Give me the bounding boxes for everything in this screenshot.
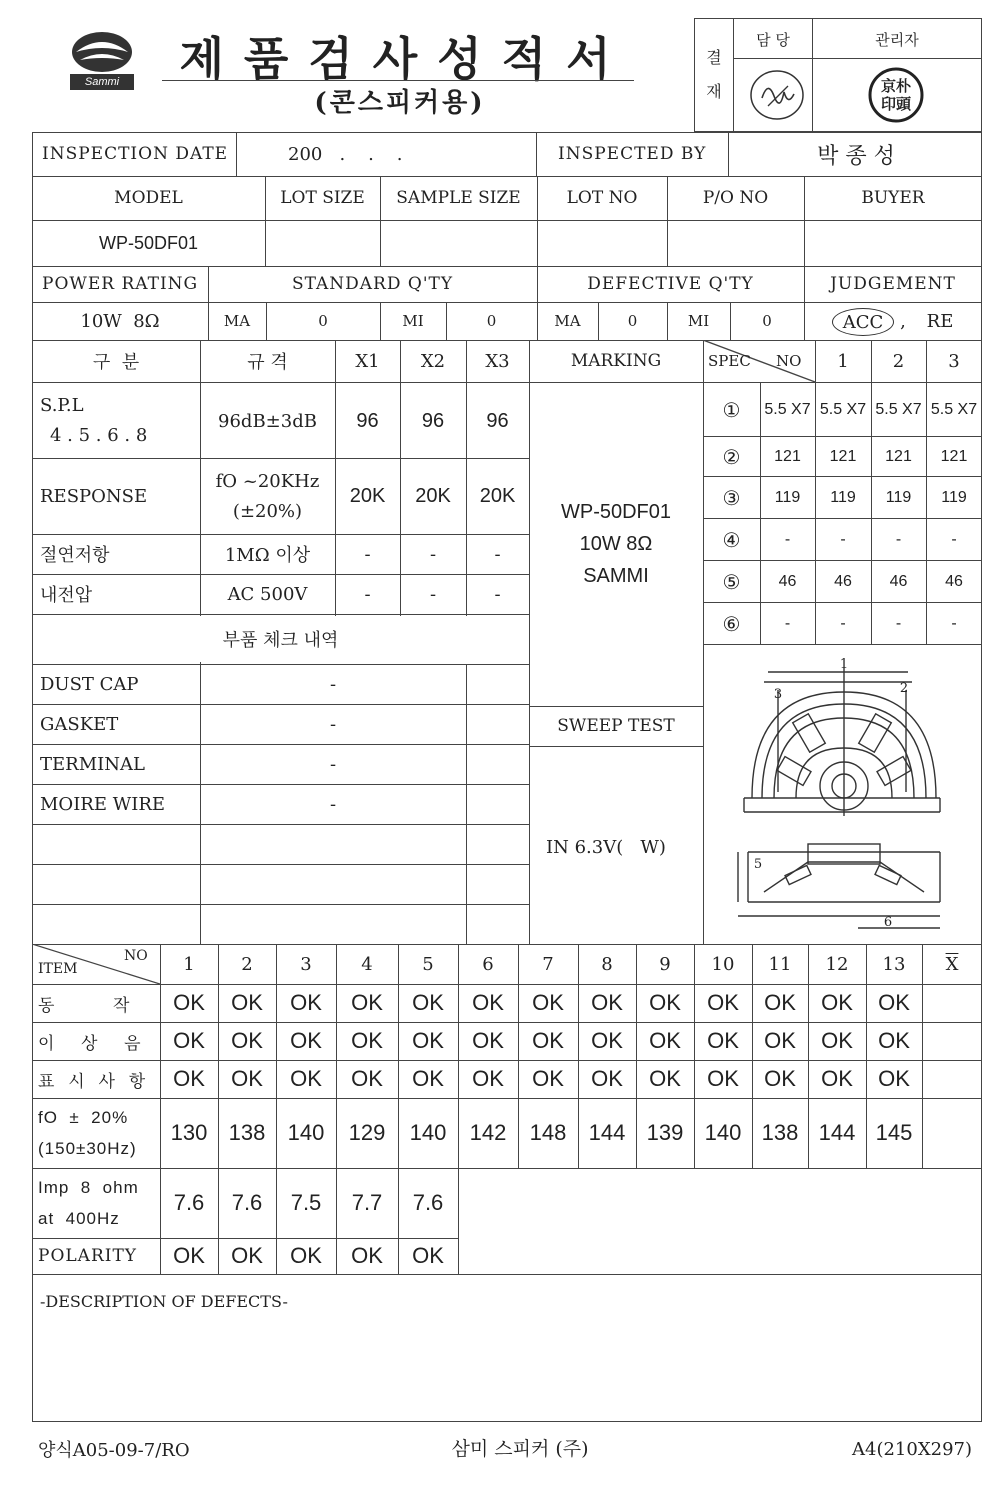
std-ma-label: MA — [223, 312, 251, 330]
withstand-voltage-x1: - — [364, 583, 371, 605]
def-mi-value: 0 — [762, 312, 772, 330]
sample-cell: OK — [472, 1028, 504, 1053]
part-dust-cap-value: - — [329, 673, 337, 695]
dim-col-1: 1 — [837, 350, 849, 372]
insulation-x1: - — [364, 543, 371, 565]
sample-row-label: 이 상 음 — [38, 1033, 142, 1054]
spec-header-x1: X1 — [355, 350, 380, 372]
sample-cell: OK — [532, 1066, 564, 1091]
defects-label: -DESCRIPTION OF DEFECTS- — [40, 1291, 288, 1311]
dim-row-spec: - — [784, 615, 791, 632]
dim-row-no: ③ — [722, 486, 741, 510]
sample-cell: OK — [821, 1066, 853, 1091]
sample-col-number: 4 — [361, 953, 373, 975]
spec-header-category: 구 분 — [92, 352, 140, 373]
model-value: WP-50DF01 — [98, 232, 199, 253]
insulation-x3: - — [494, 543, 501, 565]
insulation-label: 절연저항 — [40, 545, 110, 566]
judgement-label: JUDGEMENT — [830, 274, 956, 294]
judgement-re: RE — [926, 310, 954, 332]
sample-cell: 7.7 — [351, 1190, 383, 1215]
sweep-test-label: SWEEP TEST — [557, 716, 675, 736]
sample-cell: OK — [707, 990, 739, 1015]
std-ma-value: 0 — [318, 312, 328, 330]
withstand-voltage-label: 내전압 — [40, 585, 93, 606]
dim-row-value: 119 — [830, 489, 856, 506]
sample-cell: OK — [231, 1066, 263, 1091]
sample-row-label: Imp 8 ohm — [38, 1177, 139, 1197]
dim-no-label: NO — [776, 352, 802, 370]
inspection-date-label: INSPECTION DATE — [42, 144, 229, 164]
sample-cell: 140 — [704, 1120, 742, 1145]
sample-cell: OK — [351, 990, 383, 1015]
sample-cell: 7.6 — [412, 1190, 444, 1215]
dim-col-2: 2 — [892, 350, 905, 372]
sample-cell: OK — [173, 1066, 205, 1091]
marking-line-1: WP-50DF01 — [560, 500, 672, 523]
inspection-date-value: 200 . . . — [288, 143, 403, 165]
inspected-by-value: 박 종 성 — [817, 143, 895, 169]
sample-cell: OK — [231, 1028, 263, 1053]
sample-cell: OK — [649, 990, 681, 1015]
defective-qty-label: DEFECTIVE Q'TY — [587, 274, 754, 294]
drawing-label-2: 2 — [899, 680, 909, 696]
sample-cell: OK — [532, 990, 564, 1015]
sample-cell: 140 — [409, 1120, 447, 1145]
sample-cell: 7.6 — [231, 1190, 263, 1215]
sample-cell: 142 — [469, 1120, 507, 1145]
sample-cell: OK — [231, 990, 263, 1015]
dim-row-value: 121 — [885, 448, 912, 465]
dim-row-no: ⑤ — [722, 570, 741, 594]
def-ma-value: 0 — [627, 312, 638, 330]
header-sample-size: SAMPLE SIZE — [396, 188, 521, 208]
sample-cell: OK — [173, 1028, 205, 1053]
std-mi-value: 0 — [486, 312, 497, 330]
header-model: MODEL — [114, 188, 183, 208]
sample-cell: OK — [290, 990, 322, 1015]
dim-row-spec: - — [784, 531, 791, 548]
sample-cell: 144 — [818, 1120, 856, 1145]
dim-row-no: ① — [722, 398, 741, 422]
dim-row-value: - — [840, 615, 846, 632]
part-terminal-value: - — [329, 753, 337, 775]
sample-cell: OK — [878, 990, 910, 1015]
part-terminal: TERMINAL — [40, 753, 145, 775]
sample-cell: OK — [412, 1066, 444, 1091]
sample-cell: OK — [591, 1066, 623, 1091]
dim-row-no: ⑥ — [722, 612, 741, 636]
dim-row-value: 5.5 X7 — [875, 401, 922, 418]
sample-cell: 130 — [170, 1120, 208, 1145]
standard-qty-label: STANDARD Q'TY — [291, 274, 454, 294]
marking-label: MARKING — [570, 351, 662, 371]
sample-cell: OK — [764, 1066, 796, 1091]
dim-row-value: - — [840, 531, 846, 548]
dim-row-spec: 5.5 X7 — [764, 401, 811, 418]
sample-cell: 140 — [287, 1120, 325, 1145]
sample-row-label: 표 시 사 항 — [38, 1071, 147, 1092]
sample-row-sublabel: at 400Hz — [38, 1208, 120, 1228]
part-moire-wire-value: - — [329, 793, 337, 815]
dim-row-value: 5.5 X7 — [819, 401, 867, 418]
approval-label: 결재 — [706, 48, 722, 101]
dim-row-value: 5.5 X7 — [930, 401, 978, 418]
part-gasket: GASKET — [40, 713, 119, 735]
sample-cell: OK — [351, 1066, 383, 1091]
def-mi-label: MI — [687, 312, 710, 330]
response-label: RESPONSE — [40, 485, 148, 507]
marking-line-2: 10W 8Ω — [579, 532, 653, 555]
power-rating-value: 10W 8Ω — [80, 310, 160, 332]
dim-row-value: 121 — [940, 448, 968, 465]
withstand-voltage-spec: AC 500V — [227, 583, 308, 605]
dim-row-value: - — [951, 531, 957, 548]
withstand-voltage-x2: - — [429, 583, 437, 605]
dim-row-no: ④ — [722, 528, 741, 552]
response-spec: fO ~20KHz — [215, 470, 320, 492]
response-x3: 20K — [479, 484, 516, 507]
dim-row-value: 119 — [941, 489, 967, 506]
sample-col-number: 7 — [542, 953, 554, 975]
sample-col-number: 1 — [183, 953, 195, 975]
dim-row-no: ② — [722, 445, 741, 469]
spec-header-x2: X2 — [420, 350, 446, 372]
dim-row-value: 46 — [945, 573, 963, 590]
sample-cell: 138 — [761, 1120, 799, 1145]
sample-cell: OK — [707, 1028, 739, 1053]
drawing-label-1: 1 — [839, 656, 849, 672]
part-moire-wire: MOIRE WIRE — [40, 793, 166, 815]
sample-cell: OK — [764, 990, 796, 1015]
sample-cell: 145 — [875, 1120, 913, 1145]
marking-line-3: SAMMI — [583, 564, 649, 587]
spec-header-x3: X3 — [485, 350, 510, 372]
spl-x1: 96 — [356, 409, 379, 432]
sample-cell: OK — [472, 990, 504, 1015]
xbar-text: $\overline{X}$ — [945, 953, 959, 975]
seal-stamp-text: 京朴 印頭 — [880, 77, 911, 113]
sample-row-label: 동 작 — [38, 995, 131, 1016]
dim-row-spec: 46 — [778, 573, 797, 590]
sample-col-number: 2 — [241, 953, 253, 975]
dim-row-value: - — [895, 531, 902, 548]
sample-col-number: 8 — [601, 953, 613, 975]
sample-col-number: 12 — [825, 953, 849, 975]
sample-cell: OK — [412, 1243, 444, 1268]
sample-cell: 129 — [348, 1120, 386, 1145]
spl-x2: 96 — [421, 409, 445, 432]
dim-col-3: 3 — [948, 350, 960, 372]
header-lot-size: LOT SIZE — [280, 188, 365, 208]
sample-item-label: ITEM — [38, 961, 78, 977]
sample-cell: OK — [231, 1243, 263, 1268]
sample-row-label: POLARITY — [38, 1246, 138, 1266]
speaker-drawing — [708, 652, 978, 940]
sample-col-number: 13 — [882, 953, 906, 975]
sample-cell: OK — [412, 990, 444, 1015]
part-dust-cap: DUST CAP — [40, 673, 139, 695]
dim-row-value: - — [895, 615, 902, 632]
sample-cell: 7.6 — [173, 1190, 205, 1215]
parts-check-label: 부품 체크 내역 — [222, 630, 339, 651]
dim-row-value: 46 — [889, 573, 908, 590]
judgement-acc: ACC — [832, 308, 894, 336]
sample-cell: 148 — [529, 1120, 567, 1145]
spl-spec: 96dB±3dB — [218, 410, 317, 432]
sample-cell: OK — [649, 1066, 681, 1091]
sample-cell: OK — [878, 1028, 910, 1053]
insulation-x2: - — [429, 543, 437, 565]
approval-col-manager: 관리자 — [875, 30, 919, 49]
sample-cell: OK — [821, 1028, 853, 1053]
sample-cell: 7.5 — [290, 1190, 322, 1215]
sample-row-sublabel: (150±30Hz) — [38, 1138, 137, 1158]
sample-col-number: 6 — [482, 953, 494, 975]
header-po-no: P/O NO — [702, 188, 769, 208]
sample-cell: OK — [351, 1243, 383, 1268]
sample-cell: OK — [591, 1028, 623, 1053]
drawing-label-5: 5 — [753, 856, 763, 872]
spl-label: S.P.L — [40, 394, 84, 416]
response-x1: 20K — [349, 484, 386, 507]
sample-cell: OK — [649, 1028, 681, 1053]
seal-stamp — [866, 66, 926, 124]
spl-sub-label: 4 . 5 . 6 . 8 — [50, 424, 148, 446]
xbar-label — [922, 946, 982, 982]
sample-cell: OK — [532, 1028, 564, 1053]
sample-row-label: fO ± 20% — [38, 1107, 129, 1127]
insulation-spec: 1MΩ 이상 — [224, 545, 311, 566]
sweep-test-value: IN 6.3V( W) — [546, 836, 666, 858]
sample-cell: OK — [351, 1028, 383, 1053]
dim-spec-label: SPEC — [708, 352, 751, 370]
dim-row-value: - — [951, 615, 957, 632]
header-buyer: BUYER — [861, 188, 925, 208]
sample-col-number: 9 — [659, 953, 671, 975]
dim-row-value: 121 — [829, 448, 857, 465]
dim-row-value: 119 — [885, 489, 912, 506]
sample-cell: OK — [290, 1066, 322, 1091]
sample-cell: 139 — [646, 1120, 684, 1145]
sample-cell: OK — [290, 1243, 322, 1268]
sample-cell: OK — [412, 1028, 444, 1053]
sample-cell: OK — [173, 990, 205, 1015]
sample-cell: 138 — [228, 1120, 266, 1145]
footer-company: 삼미 스피커 (주) — [451, 1437, 589, 1460]
dim-row-spec: 121 — [774, 448, 801, 465]
power-rating-label: POWER RATING — [42, 274, 199, 294]
sample-cell: OK — [878, 1066, 910, 1091]
sample-no-label: NO — [124, 948, 148, 964]
company-mark-text: Sammi — [84, 76, 120, 88]
def-ma-label: MA — [554, 312, 581, 330]
sample-cell: OK — [707, 1066, 739, 1091]
approval-col-staff: 담 당 — [756, 30, 790, 49]
spl-x3: 96 — [486, 409, 509, 432]
sample-cell: OK — [821, 990, 853, 1015]
sample-col-number: 11 — [768, 953, 792, 975]
judgement-sep: , — [900, 310, 906, 332]
response-spec-tolerance: (±20%) — [232, 500, 303, 522]
page-subtitle: (콘스피커용) — [314, 87, 486, 118]
footer-form-no: 양식A05-09-7/RO — [38, 1440, 190, 1461]
sample-cell: OK — [290, 1028, 322, 1053]
sample-cell: 144 — [588, 1120, 626, 1145]
signature — [748, 66, 806, 124]
spec-header-standard: 규 격 — [247, 352, 288, 373]
sample-cell: OK — [472, 1066, 504, 1091]
drawing-label-3: 3 — [773, 686, 783, 702]
response-x2: 20K — [415, 484, 451, 507]
speaker-diagram-icon — [708, 652, 978, 940]
dim-row-value: 46 — [834, 573, 852, 590]
company-logo — [68, 30, 136, 92]
header-lot-no: LOT NO — [566, 188, 638, 208]
sample-col-number: 3 — [300, 953, 312, 975]
footer-paper-size: A4(210X297) — [852, 1438, 973, 1460]
withstand-voltage-x3: - — [494, 583, 501, 605]
sample-cell: OK — [764, 1028, 796, 1053]
sample-cell: OK — [173, 1243, 205, 1268]
std-mi-label: MI — [402, 312, 424, 330]
drawing-label-6: 6 — [883, 914, 893, 930]
sample-cell: OK — [591, 990, 623, 1015]
sample-col-number: 5 — [422, 953, 434, 975]
dim-row-spec: 119 — [774, 489, 801, 506]
page-title: 제품검사성적서 — [179, 32, 631, 86]
part-gasket-value: - — [329, 713, 337, 735]
inspected-by-label: INSPECTED BY — [558, 144, 707, 164]
sample-col-number: 10 — [711, 953, 735, 975]
